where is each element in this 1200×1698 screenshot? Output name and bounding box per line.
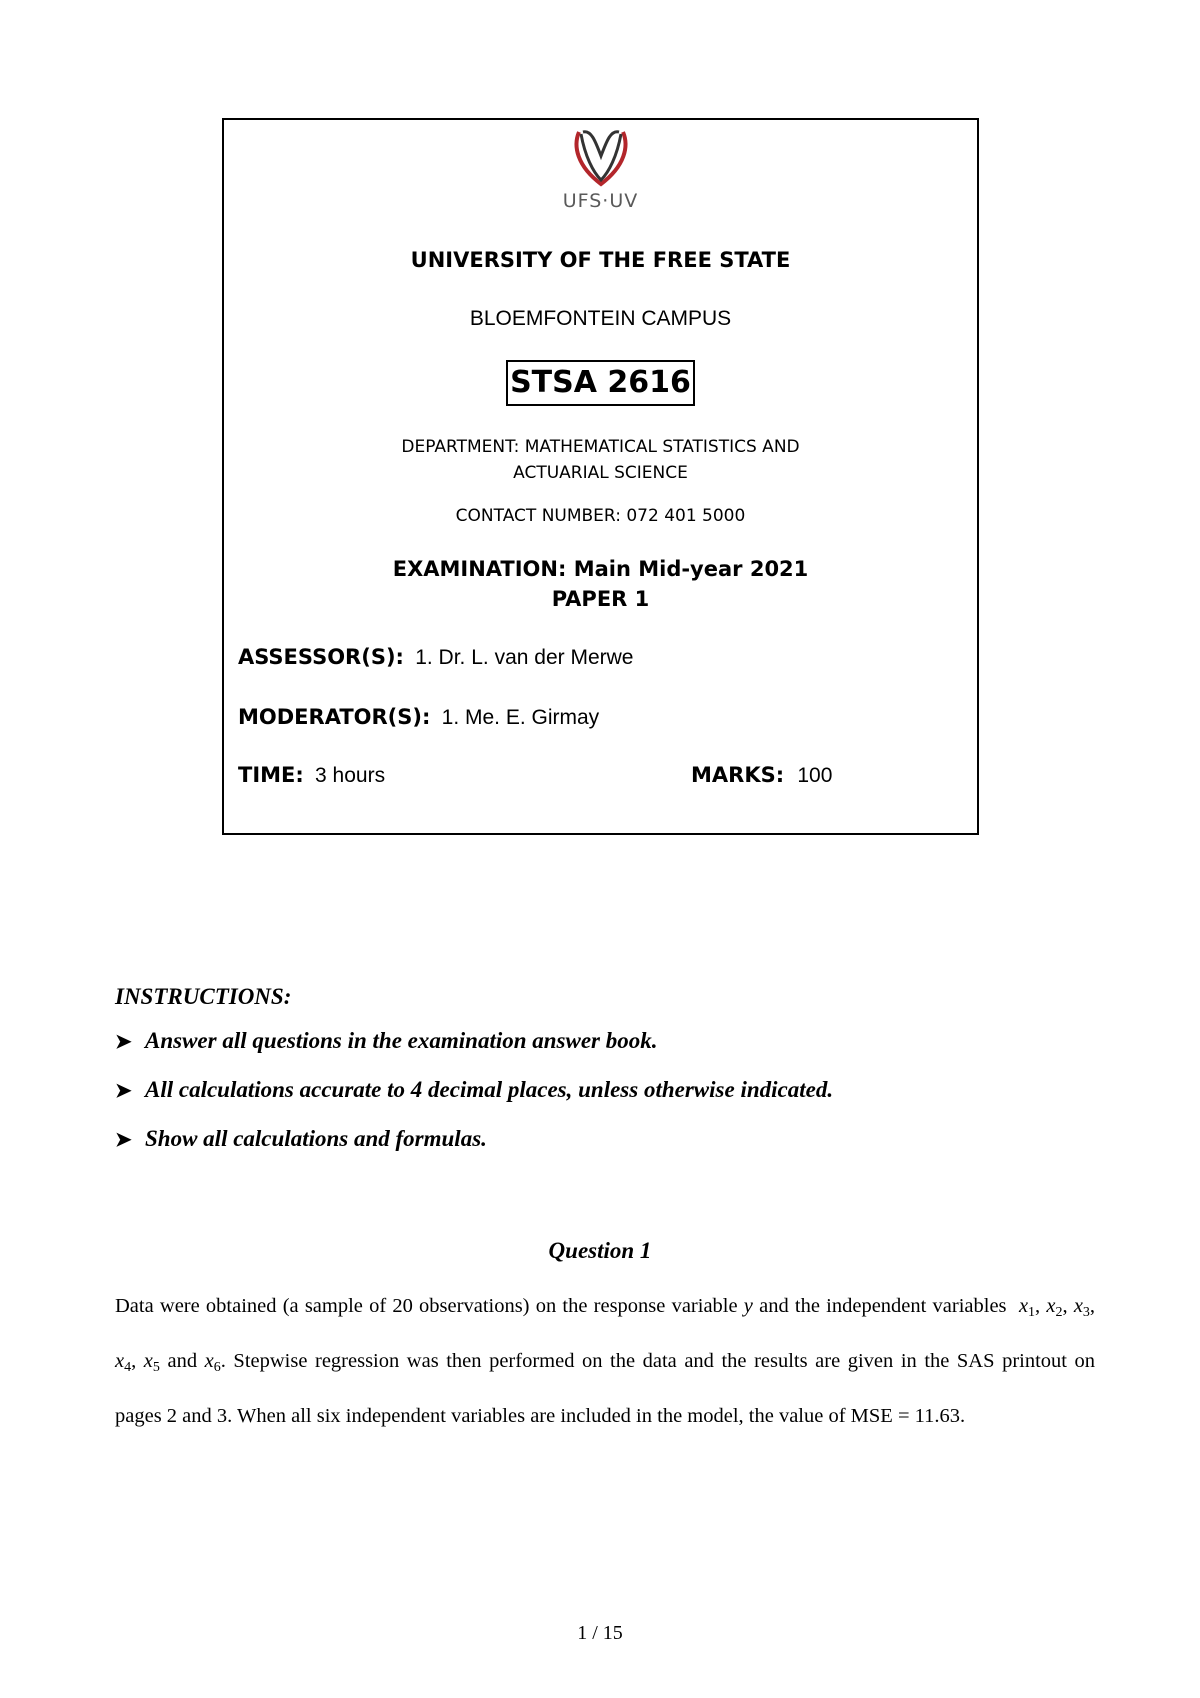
instruction-item [115,1077,1095,1126]
assessor-label: ASSESSOR(S): [238,645,404,669]
instruction-item [115,1126,1095,1175]
time-value: 3 hours [315,764,386,787]
cover-box [222,118,979,835]
course-code-wrap [224,360,977,406]
and-word: and [167,1350,198,1372]
ufs-logo-icon [571,126,631,188]
independent-variables: $x_1$, $x_2$, $x_3$, $x_4$, $x_5$ and $x_6$ [115,1295,1096,1375]
examination-line-2: PAPER 1 [551,587,650,611]
instructions-heading: INSTRUCTIONS: [115,984,292,1009]
arrow-bullet-icon: ➤ [115,1080,132,1102]
time-row [238,763,385,788]
contact-number: CONTACT NUMBER: 072 401 5000 [455,506,746,526]
page-number: 1 / 15 [577,1622,623,1644]
response-variable: y [743,1295,753,1317]
examination-line-1: EXAMINATION: Main Mid-year 2021 [392,557,809,581]
question-1-body [115,1282,1095,1440]
university-logo [224,126,977,212]
question-text-part-2: and the independent variables [759,1295,1007,1317]
moderator-label: MODERATOR(S): [238,705,431,729]
instructions [115,984,1095,1175]
marks-label: MARKS: [691,763,785,787]
assessor-value: 1. Dr. L. van der Merwe [415,646,634,669]
moderator-value: 1. Me. E. Girmay [441,706,600,729]
time-label: TIME: [238,763,304,787]
marks-row [691,763,832,788]
instruction-text: Answer all questions in the examination answer book. [145,1028,658,1053]
instruction-text: All calculations accurate to 4 decimal places, unless otherwise indicated. [145,1077,834,1102]
instruction-item [115,1028,1095,1077]
question-text-part-3: . Stepwise regression was then performed on the data and the results are given in the SAS printout on pages 2 and 3. When all six independent variables are included in the model, the value of MSE = 11.63. [115,1350,1096,1427]
department-line-1: DEPARTMENT: MATHEMATICAL STATISTICS AND [401,437,800,457]
examination [224,554,977,614]
campus-name: BLOEMFONTEIN CAMPUS [469,307,732,330]
logo-text: UFS·UV [562,190,639,212]
department-line-2: ACTUARIAL SCIENCE [513,463,688,483]
department [224,434,977,486]
course-code: STSA 2616 [506,360,695,406]
moderator-row [238,705,599,730]
arrow-bullet-icon: ➤ [115,1129,132,1151]
assessor-row [238,645,633,670]
question-text-part-1: Data were obtained (a sample of 20 observations) on the response variable [115,1295,738,1317]
arrow-bullet-icon: ➤ [115,1031,132,1053]
instruction-text: Show all calculations and formulas. [145,1126,487,1151]
question-1-title: Question 1 [548,1238,652,1263]
marks-value: 100 [797,764,833,787]
university-name: UNIVERSITY OF THE FREE STATE [410,248,791,272]
